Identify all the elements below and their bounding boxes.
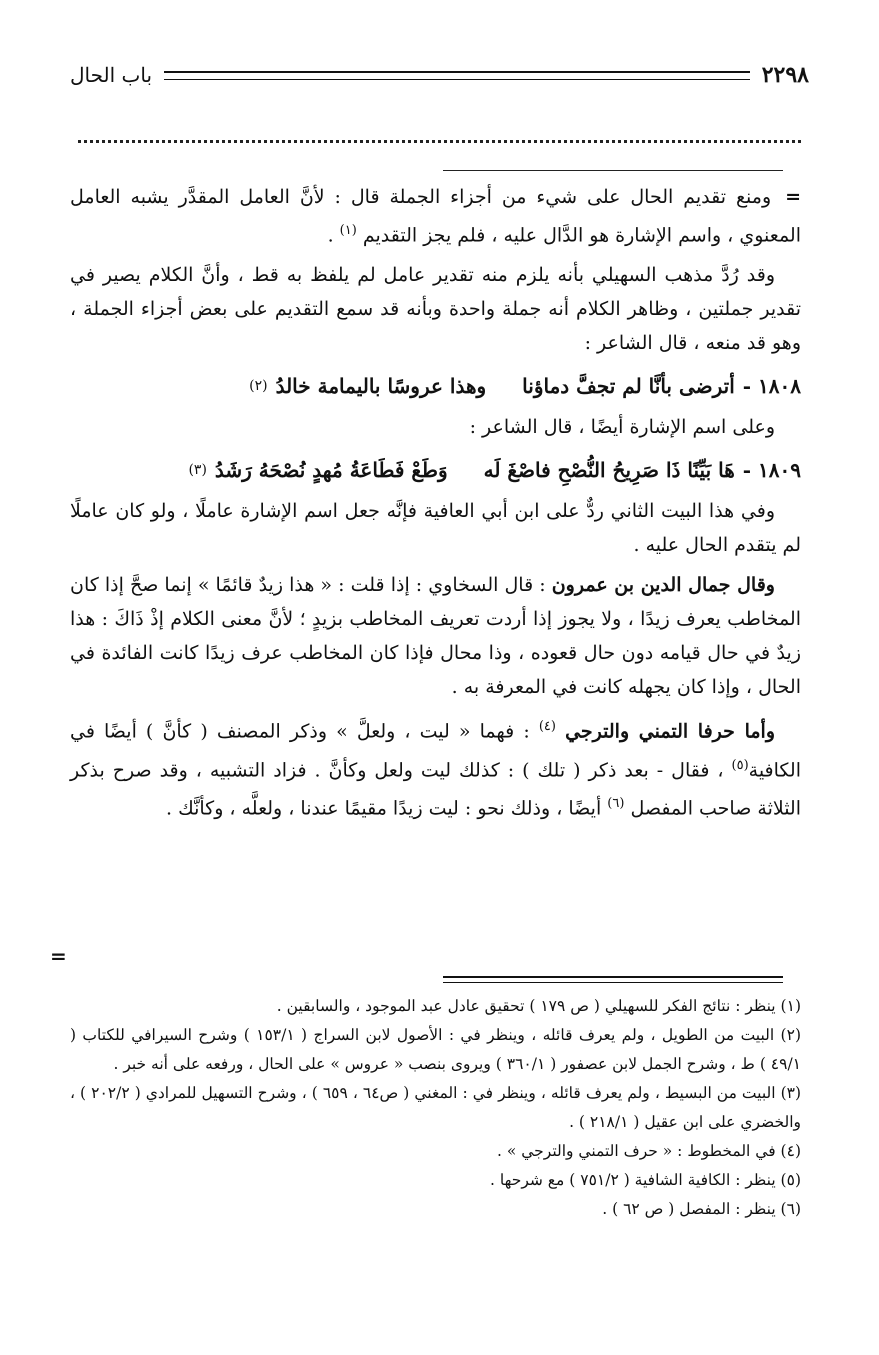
paragraph-6-text-c: أيضًا ، وذلك نحو : ليت زيدًا مقيمًا عندنا ، ولعلَّه ، وكأنَّك . [166,797,608,820]
continuation-rule [443,170,783,171]
footnote-3: (٣) البيت من البسيط ، ولم يعرف قائله ، وينظر في : المغني ( ص٦٤ ، ٦٥٩ ) ، وشرح التسهيل للمرادي ( ٢٠٢/٢ ) ، والخضري على ابن عقيل ( ٢١٨/١ ) . [70,1084,802,1131]
footnote-1: (١) ينظر : نتائج الفكر للسهيلي ( ص ١٧٩ ) تحقيق عادل عبد الموجود ، والسابقين . [276,997,801,1015]
verse-first-hemistich: هَا بَيِّنًا ذَا صَرِيحُ النُّصْحِ فاصْغَ لَه [483,458,735,483]
verse-1809 [70,450,801,490]
paragraph-6-text-a: : فهما « ليت ، ولعلَّ » وذكر المصنف ( كأنَّ ) أيضًا في الكافية [70,720,801,781]
paragraph-1-text: ومنع تقديم الحال على شيء من أجزاء الجملة قال : لأنَّ العامل المقدَّر يشبه العامل المعنوي ، واسم الإشارة هو الدَّال عليه ، فلم يجز التقديم [70,186,801,247]
page-number: ٢٢٩٨ [761,62,809,88]
continuation-end-mark: = [50,944,67,968]
header-rule [164,71,750,80]
footnote-ref-3: (٣) [188,462,207,479]
footnotes [70,992,801,1224]
verse-number: ١٨٠٩ - [742,458,801,483]
running-header [70,58,809,92]
footnote-2: (٢) البيت من الطويل ، ولم يعرف قائله ، وينظر في : الأصول لابن السراج ( ١٥٣/١ ) وشرح السيرافي للكتاب ( ٤٩/١ ) ط ، وشرح الجمل لابن عصفور ( ٣٦٠/١ ) ويروى بنصب « عروس » على الحال ، ورفعه على أنه خبر . [70,1026,801,1073]
verse-1808 [70,366,801,406]
paragraph-1-end: . [327,224,334,247]
footnote-ref-6: (٦) [607,795,625,811]
footnote-ref-2: (٢) [249,378,268,395]
paragraph-5 [70,568,801,704]
footnote-6: (٦) ينظر : المفصل ( ص ٦٢ ) . [602,1200,801,1218]
footnote-ref-1: (١) [339,223,357,238]
footnote-ref-5: (٥) [731,757,749,773]
paragraph-4: وفي هذا البيت الثاني ردٌّ على ابن أبي العافية فإنَّه جعل اسم الإشارة عاملًا ، ولو كان عاملًا لم يتقدم الحال عليه . [70,500,801,557]
verse-first-hemistich: أترضى بأنَّا لم تجفَّ دماؤنا [522,374,735,399]
paragraph-5-lead: وقال جمال الدين بن عمرون [551,574,775,597]
paragraph-6 [70,710,801,825]
verse-second-hemistich: وهذا عروسًا باليمامة خالدُ [275,374,487,399]
paragraph-2: وقد رُدَّ مذهب السهيلي بأنه يلزم منه تقدير عامل لم يلفظ به قط ، وأنَّ الكلام يصير في تقدير جملتين ، وظاهر الكلام أنه جملة واحدة وبأنه قد سمع التقديم على بعض أجزاء الجملة ، وهو قد منعه ، قال الشاعر : [70,264,801,355]
main-text [70,180,801,831]
paragraph-1 [70,180,801,252]
paragraph-5-text: : قال السخاوي : إذا قلت : « هذا زيدٌ قائمًا » إنما صحَّ إذا كان المخاطب يعرف زيدًا ، ولا يجوز إذا أردت تعريف المخاطب بزيدٍ ؛ لأنَّ معنى الكلام إذْ ذَاكَ : هذا زيدٌ في حال قيامه دون حال قعوده ، وذا محال فإذا كان المخاطب عرف زيدًا كانت الفائدة في الحال ، وإذا كان يجهله كانت في المعرفة به . [70,574,801,699]
chapter-title: باب الحال [70,63,153,87]
paragraph-6-text-b: ، فقال - بعد ذكر ( تلك ) : كذلك ليت ولعل وكأنَّ . فزاد التشبيه ، وقد صرح بذكر الثلاثة صاحب المفصل [70,758,801,820]
footnote-ref-4: (٤) [538,719,556,735]
continuation-mark: = [785,186,801,208]
footnote-4: (٤) في المخطوط : « حرف التمني والترجي » . [497,1142,801,1160]
footnote-rule [443,976,783,983]
verse-second-hemistich: وَطَعْ فَطَاعَةُ مُهدٍ نُصْحَهُ رَشَدُ [214,458,448,483]
dotted-separator [78,140,801,143]
paragraph-6-lead: وأما حرفا التمني والترجي [565,720,775,743]
verse-number: ١٨٠٨ - [742,374,801,399]
footnote-5: (٥) ينظر : الكافية الشافية ( ٧٥١/٢ ) مع شرحها . [490,1171,801,1189]
paragraph-3: وعلى اسم الإشارة أيضًا ، قال الشاعر : [469,416,775,439]
